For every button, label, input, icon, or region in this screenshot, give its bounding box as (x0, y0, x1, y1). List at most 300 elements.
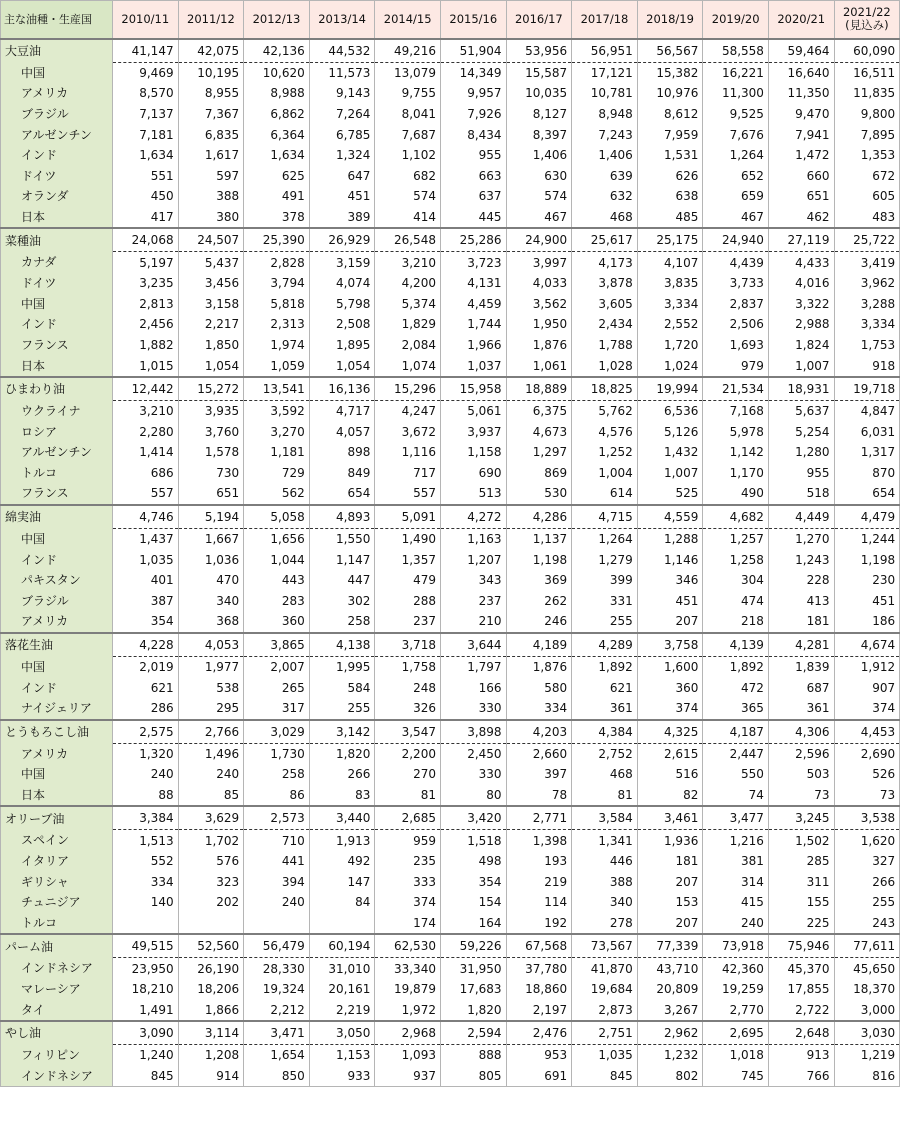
value-cell: 230 (834, 570, 900, 591)
value-cell: 691 (506, 1066, 572, 1087)
value-cell: 19,684 (572, 979, 638, 1000)
total-value-cell: 56,479 (244, 934, 310, 958)
value-cell: 415 (703, 892, 769, 913)
value-cell: 181 (637, 851, 703, 872)
country-label: ブラジル (1, 591, 113, 612)
total-value-cell: 3,865 (244, 633, 310, 657)
total-value-cell: 5,194 (178, 505, 244, 529)
oil-total-row (1, 720, 900, 744)
value-cell: 45,370 (768, 958, 834, 979)
oil-total-row (1, 228, 900, 252)
value-cell: 389 (309, 207, 375, 229)
value-cell: 7,168 (703, 400, 769, 421)
oil-total-row (1, 377, 900, 401)
value-cell: 467 (703, 207, 769, 229)
value-cell: 491 (244, 186, 310, 207)
value-cell: 3,835 (637, 273, 703, 294)
value-cell: 331 (572, 591, 638, 612)
value-cell: 3,997 (506, 252, 572, 273)
country-label: アメリカ (1, 611, 113, 633)
value-cell: 1,824 (768, 335, 834, 356)
total-value-cell: 2,648 (768, 1021, 834, 1045)
value-cell: 1,600 (637, 656, 703, 677)
value-cell: 490 (703, 483, 769, 505)
value-cell: 7,895 (834, 124, 900, 145)
value-cell: 1,317 (834, 442, 900, 463)
country-row (1, 958, 900, 979)
total-value-cell: 15,272 (178, 377, 244, 401)
country-row (1, 463, 900, 484)
total-value-cell: 51,904 (440, 39, 506, 63)
value-cell: 3,235 (113, 273, 179, 294)
value-cell: 1,102 (375, 145, 441, 166)
total-value-cell: 19,994 (637, 377, 703, 401)
total-value-cell: 25,175 (637, 228, 703, 252)
value-cell: 441 (244, 851, 310, 872)
total-value-cell: 3,477 (703, 806, 769, 830)
country-label: インド (1, 549, 113, 570)
value-cell: 483 (834, 207, 900, 229)
country-row (1, 314, 900, 335)
country-row (1, 83, 900, 104)
value-cell: 3,937 (440, 421, 506, 442)
value-cell: 19,259 (703, 979, 769, 1000)
total-value-cell: 58,558 (703, 39, 769, 63)
year-header: 2018/19 (637, 1, 703, 39)
value-cell: 3,605 (572, 293, 638, 314)
value-cell: 3,592 (244, 400, 310, 421)
value-cell: 18,210 (113, 979, 179, 1000)
value-cell: 2,770 (703, 999, 769, 1021)
value-cell: 816 (834, 1066, 900, 1087)
value-cell: 3,159 (309, 252, 375, 273)
value-cell: 20,809 (637, 979, 703, 1000)
country-label: インドネシア (1, 1066, 113, 1087)
value-cell: 2,837 (703, 293, 769, 314)
value-cell: 237 (440, 591, 506, 612)
oil-type-label: 落花生油 (1, 633, 113, 657)
value-cell: 265 (244, 677, 310, 698)
value-cell: 1,620 (834, 830, 900, 851)
value-cell: 270 (375, 764, 441, 785)
country-row (1, 785, 900, 807)
country-row (1, 442, 900, 463)
value-cell: 9,525 (703, 104, 769, 125)
value-cell: 4,074 (309, 273, 375, 294)
value-cell: 614 (572, 483, 638, 505)
value-cell: 18,370 (834, 979, 900, 1000)
country-row (1, 62, 900, 83)
value-cell: 207 (637, 611, 703, 633)
value-cell: 302 (309, 591, 375, 612)
total-value-cell: 3,758 (637, 633, 703, 657)
country-label: カナダ (1, 252, 113, 273)
value-cell: 18,860 (506, 979, 572, 1000)
value-cell (309, 913, 375, 935)
country-row (1, 999, 900, 1021)
value-cell: 1,158 (440, 442, 506, 463)
value-cell: 3,000 (834, 999, 900, 1021)
value-cell: 3,794 (244, 273, 310, 294)
value-cell: 240 (113, 764, 179, 785)
country-label: ギリシャ (1, 872, 113, 893)
value-cell: 557 (375, 483, 441, 505)
value-cell: 1,472 (768, 145, 834, 166)
value-cell: 16,221 (703, 62, 769, 83)
value-cell: 2,508 (309, 314, 375, 335)
value-cell: 1,892 (572, 656, 638, 677)
value-cell: 2,434 (572, 314, 638, 335)
value-cell: 557 (113, 483, 179, 505)
value-cell: 181 (768, 611, 834, 633)
total-value-cell: 25,617 (572, 228, 638, 252)
total-value-cell: 4,228 (113, 633, 179, 657)
total-value-cell: 2,771 (506, 806, 572, 830)
value-cell: 470 (178, 570, 244, 591)
total-value-cell: 3,245 (768, 806, 834, 830)
value-cell: 2,212 (244, 999, 310, 1021)
value-cell: 11,350 (768, 83, 834, 104)
value-cell: 8,041 (375, 104, 441, 125)
total-value-cell: 3,142 (309, 720, 375, 744)
value-cell: 729 (244, 463, 310, 484)
value-cell: 240 (178, 764, 244, 785)
total-value-cell: 25,286 (440, 228, 506, 252)
value-cell: 16,511 (834, 62, 900, 83)
value-cell: 354 (440, 872, 506, 893)
value-cell: 550 (703, 764, 769, 785)
total-value-cell: 2,476 (506, 1021, 572, 1045)
value-cell: 3,419 (834, 252, 900, 273)
value-cell: 3,210 (113, 400, 179, 421)
value-cell: 1,264 (572, 528, 638, 549)
country-row (1, 764, 900, 785)
value-cell: 2,813 (113, 293, 179, 314)
value-cell: 9,470 (768, 104, 834, 125)
total-value-cell: 4,286 (506, 505, 572, 529)
value-cell: 597 (178, 165, 244, 186)
value-cell: 1,028 (572, 355, 638, 377)
value-cell: 360 (637, 677, 703, 698)
value-cell: 326 (375, 698, 441, 720)
value-cell: 7,959 (637, 124, 703, 145)
value-cell: 503 (768, 764, 834, 785)
total-value-cell: 4,715 (572, 505, 638, 529)
value-cell: 19,879 (375, 979, 441, 1000)
value-cell: 5,197 (113, 252, 179, 273)
value-cell: 4,459 (440, 293, 506, 314)
value-cell: 83 (309, 785, 375, 807)
value-cell: 1,550 (309, 528, 375, 549)
value-cell: 446 (572, 851, 638, 872)
country-row (1, 892, 900, 913)
value-cell: 660 (768, 165, 834, 186)
value-cell: 5,818 (244, 293, 310, 314)
value-cell: 1,007 (637, 463, 703, 484)
value-cell: 228 (768, 570, 834, 591)
value-cell: 1,116 (375, 442, 441, 463)
value-cell: 625 (244, 165, 310, 186)
value-cell: 3,935 (178, 400, 244, 421)
value-cell: 81 (572, 785, 638, 807)
country-label: ドイツ (1, 273, 113, 294)
country-row (1, 570, 900, 591)
value-cell: 1,044 (244, 549, 310, 570)
value-cell: 258 (244, 764, 310, 785)
value-cell: 639 (572, 165, 638, 186)
value-cell: 605 (834, 186, 900, 207)
value-cell: 621 (572, 677, 638, 698)
country-label: マレーシア (1, 979, 113, 1000)
value-cell: 1,297 (506, 442, 572, 463)
value-cell: 340 (572, 892, 638, 913)
total-value-cell: 60,194 (309, 934, 375, 958)
value-cell (178, 913, 244, 935)
value-cell: 1,257 (703, 528, 769, 549)
value-cell: 845 (572, 1066, 638, 1087)
total-value-cell: 4,189 (506, 633, 572, 657)
value-cell: 286 (113, 698, 179, 720)
value-cell: 23,950 (113, 958, 179, 979)
total-value-cell: 21,534 (703, 377, 769, 401)
value-cell: 82 (637, 785, 703, 807)
total-value-cell: 4,449 (768, 505, 834, 529)
value-cell: 468 (572, 764, 638, 785)
total-value-cell: 4,187 (703, 720, 769, 744)
total-value-cell: 24,940 (703, 228, 769, 252)
country-row (1, 743, 900, 764)
year-header: 2014/15 (375, 1, 441, 39)
value-cell: 1,913 (309, 830, 375, 851)
year-header: 2020/21 (768, 1, 834, 39)
total-value-cell: 4,306 (768, 720, 834, 744)
value-cell: 10,620 (244, 62, 310, 83)
value-cell: 1,170 (703, 463, 769, 484)
value-cell: 1,578 (178, 442, 244, 463)
value-cell: 4,847 (834, 400, 900, 421)
value-cell: 360 (244, 611, 310, 633)
oil-type-label: オリーブ油 (1, 806, 113, 830)
total-value-cell: 2,766 (178, 720, 244, 744)
value-cell: 1,216 (703, 830, 769, 851)
value-cell: 647 (309, 165, 375, 186)
value-cell: 42,360 (703, 958, 769, 979)
value-cell: 580 (506, 677, 572, 698)
country-label: インド (1, 145, 113, 166)
total-value-cell: 4,682 (703, 505, 769, 529)
value-cell: 1,270 (768, 528, 834, 549)
value-cell: 7,687 (375, 124, 441, 145)
country-row (1, 1066, 900, 1087)
value-cell: 869 (506, 463, 572, 484)
value-cell: 43,710 (637, 958, 703, 979)
value-cell: 81 (375, 785, 441, 807)
value-cell: 1,414 (113, 442, 179, 463)
value-cell: 3,733 (703, 273, 769, 294)
value-cell: 255 (572, 611, 638, 633)
value-cell: 327 (834, 851, 900, 872)
country-label: スペイン (1, 830, 113, 851)
value-cell: 6,031 (834, 421, 900, 442)
total-value-cell: 15,958 (440, 377, 506, 401)
total-value-cell: 4,281 (768, 633, 834, 657)
value-cell: 1,758 (375, 656, 441, 677)
value-cell: 888 (440, 1045, 506, 1066)
value-cell: 1,153 (309, 1045, 375, 1066)
total-value-cell: 2,968 (375, 1021, 441, 1045)
value-cell: 80 (440, 785, 506, 807)
value-cell: 730 (178, 463, 244, 484)
value-cell: 6,862 (244, 104, 310, 125)
total-value-cell: 4,559 (637, 505, 703, 529)
value-cell: 474 (703, 591, 769, 612)
value-cell: 380 (178, 207, 244, 229)
oil-type-label: ひまわり油 (1, 377, 113, 401)
country-label: アルゼンチン (1, 124, 113, 145)
total-value-cell: 2,685 (375, 806, 441, 830)
value-cell: 1,252 (572, 442, 638, 463)
country-row (1, 872, 900, 893)
country-label: 中国 (1, 293, 113, 314)
value-cell: 2,988 (768, 314, 834, 335)
value-cell: 255 (834, 892, 900, 913)
value-cell: 914 (178, 1066, 244, 1087)
value-cell: 1,491 (113, 999, 179, 1021)
value-cell: 1,035 (572, 1045, 638, 1066)
total-value-cell: 26,929 (309, 228, 375, 252)
value-cell: 526 (834, 764, 900, 785)
value-cell: 1,654 (244, 1045, 310, 1066)
value-cell: 1,004 (572, 463, 638, 484)
value-cell: 552 (113, 851, 179, 872)
country-label: フランス (1, 483, 113, 505)
value-cell: 498 (440, 851, 506, 872)
value-cell: 3,158 (178, 293, 244, 314)
country-label: 日本 (1, 207, 113, 229)
value-cell: 240 (703, 913, 769, 935)
total-value-cell: 27,119 (768, 228, 834, 252)
total-value-cell: 4,139 (703, 633, 769, 657)
value-cell: 243 (834, 913, 900, 935)
value-cell: 1,015 (113, 355, 179, 377)
value-cell: 8,988 (244, 83, 310, 104)
total-value-cell: 4,325 (637, 720, 703, 744)
value-cell: 6,835 (178, 124, 244, 145)
value-cell: 632 (572, 186, 638, 207)
value-cell: 11,300 (703, 83, 769, 104)
value-cell: 6,785 (309, 124, 375, 145)
value-cell: 551 (113, 165, 179, 186)
value-cell: 1,353 (834, 145, 900, 166)
value-cell: 1,093 (375, 1045, 441, 1066)
value-cell: 314 (703, 872, 769, 893)
year-header: 2012/13 (244, 1, 310, 39)
value-cell: 574 (506, 186, 572, 207)
value-cell: 2,660 (506, 743, 572, 764)
value-cell: 2,280 (113, 421, 179, 442)
value-cell: 8,955 (178, 83, 244, 104)
country-label: アメリカ (1, 83, 113, 104)
value-cell: 340 (178, 591, 244, 612)
value-cell: 8,948 (572, 104, 638, 125)
value-cell: 7,676 (703, 124, 769, 145)
value-cell: 979 (703, 355, 769, 377)
country-row (1, 104, 900, 125)
value-cell: 1,693 (703, 335, 769, 356)
value-cell: 621 (113, 677, 179, 698)
value-cell: 637 (440, 186, 506, 207)
value-cell: 1,936 (637, 830, 703, 851)
year-header: 2016/17 (506, 1, 572, 39)
total-value-cell: 3,547 (375, 720, 441, 744)
value-cell: 1,142 (703, 442, 769, 463)
value-cell: 766 (768, 1066, 834, 1087)
value-cell: 1,146 (637, 549, 703, 570)
value-cell: 1,876 (506, 335, 572, 356)
country-row (1, 207, 900, 229)
value-cell: 5,374 (375, 293, 441, 314)
year-header: 2013/14 (309, 1, 375, 39)
value-cell: 5,126 (637, 421, 703, 442)
value-cell: 1,243 (768, 549, 834, 570)
value-cell: 2,313 (244, 314, 310, 335)
value-cell: 1,279 (572, 549, 638, 570)
total-value-cell: 73,567 (572, 934, 638, 958)
total-value-cell: 4,746 (113, 505, 179, 529)
value-cell: 147 (309, 872, 375, 893)
total-value-cell: 2,695 (703, 1021, 769, 1045)
value-cell: 378 (244, 207, 310, 229)
oil-type-label: 綿実油 (1, 505, 113, 529)
value-cell: 1,147 (309, 549, 375, 570)
value-cell: 413 (768, 591, 834, 612)
country-row (1, 549, 900, 570)
value-cell: 401 (113, 570, 179, 591)
value-cell: 9,957 (440, 83, 506, 104)
value-cell: 3,760 (178, 421, 244, 442)
value-cell: 687 (768, 677, 834, 698)
total-value-cell: 41,147 (113, 39, 179, 63)
country-row (1, 851, 900, 872)
value-cell: 10,195 (178, 62, 244, 83)
year-header: 2017/18 (572, 1, 638, 39)
value-cell: 1,531 (637, 145, 703, 166)
value-cell: 19,324 (244, 979, 310, 1000)
total-value-cell: 60,090 (834, 39, 900, 63)
country-label: パキスタン (1, 570, 113, 591)
country-label: 日本 (1, 785, 113, 807)
value-cell: 5,637 (768, 400, 834, 421)
value-cell: 492 (309, 851, 375, 872)
total-value-cell: 24,068 (113, 228, 179, 252)
value-cell: 1,829 (375, 314, 441, 335)
value-cell: 4,717 (309, 400, 375, 421)
value-cell: 1,198 (834, 549, 900, 570)
value-cell: 5,978 (703, 421, 769, 442)
total-value-cell: 24,900 (506, 228, 572, 252)
total-value-cell: 18,931 (768, 377, 834, 401)
value-cell: 485 (637, 207, 703, 229)
oil-total-row (1, 505, 900, 529)
value-cell: 6,364 (244, 124, 310, 145)
country-row (1, 913, 900, 935)
total-value-cell: 3,420 (440, 806, 506, 830)
value-cell: 1,820 (440, 999, 506, 1021)
value-cell: 5,254 (768, 421, 834, 442)
value-cell: 388 (572, 872, 638, 893)
value-cell: 174 (375, 913, 441, 935)
value-cell: 3,456 (178, 273, 244, 294)
